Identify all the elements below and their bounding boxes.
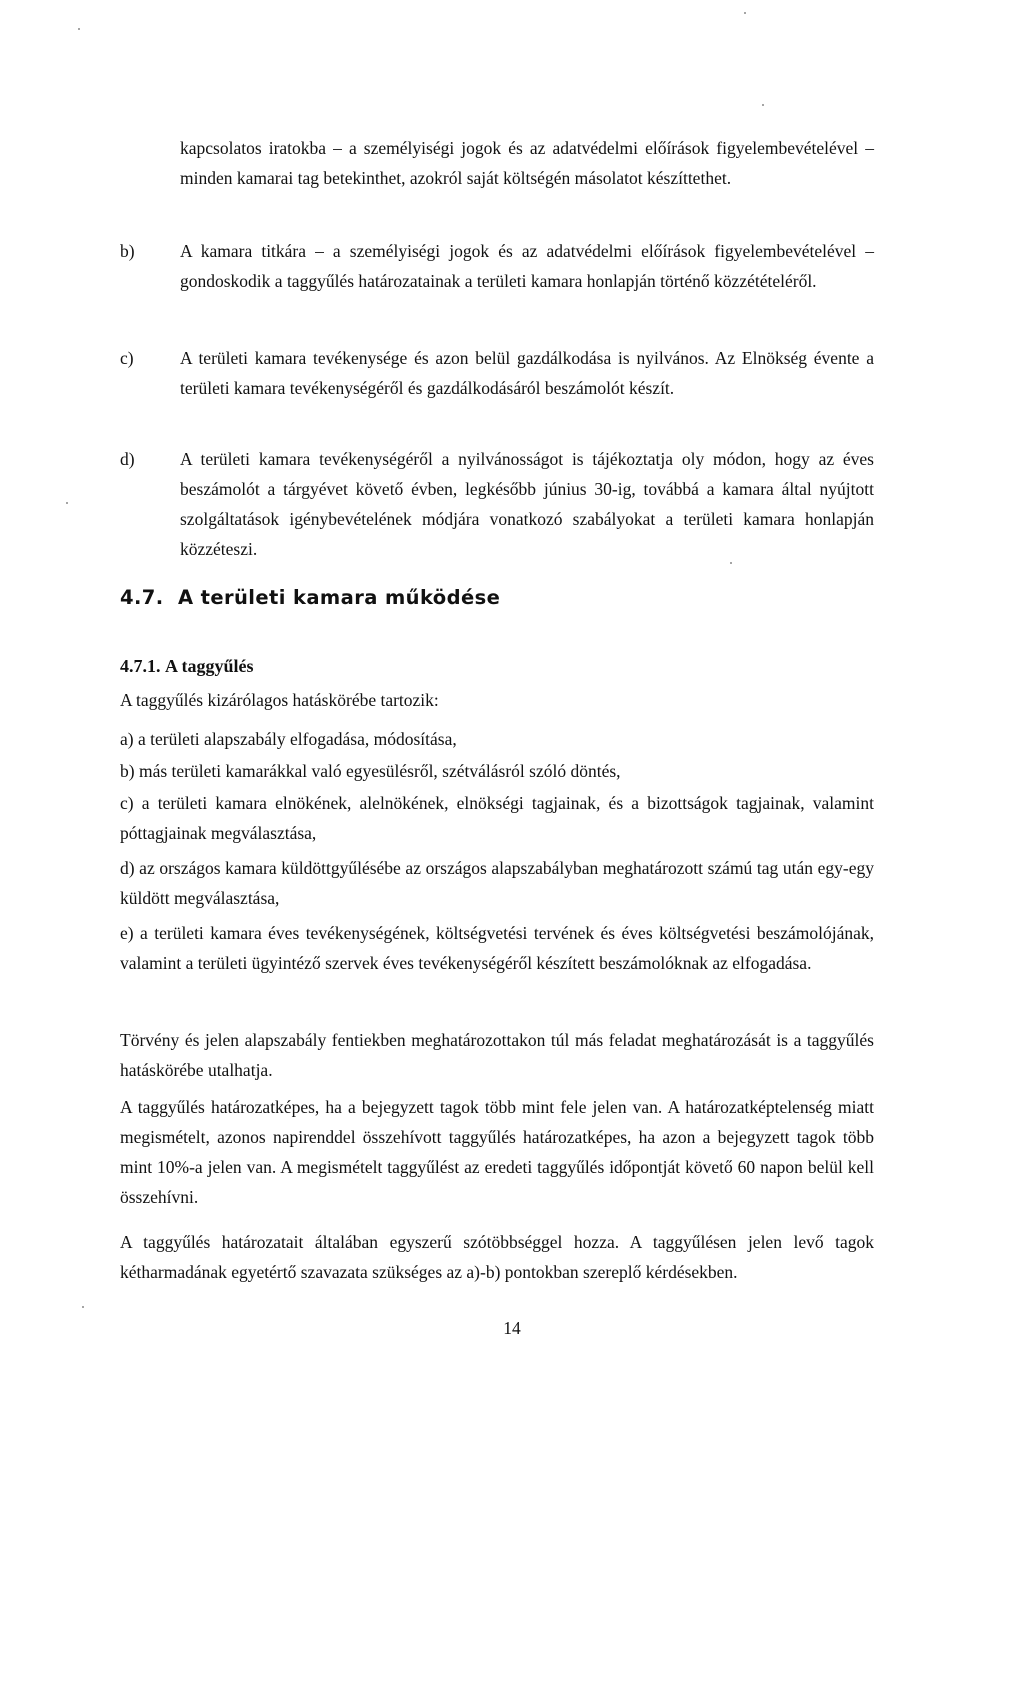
scan-speck	[82, 1306, 84, 1308]
scan-speck	[66, 502, 68, 504]
list-item-b	[120, 236, 874, 296]
paragraph: A taggyűlés határozatképes, ha a bejegyzett tagok több mint fele jelen van. A határozatképtelenség miatt megismételt, azonos napirenddel összehívott taggyűlés határozatképes, ha azon a bejegyzett tagok több mint 10%-a jelen van. A megismételt taggyűlést az eredeti taggyűlés időpontját követő 60 napon belül kell összehívni.	[120, 1097, 874, 1207]
section-title: A területi kamara működése	[177, 586, 501, 609]
paragraph: A taggyűlés kizárólagos hatáskörébe tartozik:	[120, 690, 439, 710]
scan-speck	[762, 104, 764, 106]
list-item-text: A kamara titkára – a személyiségi jogok és az adatvédelmi előírások figyelembevételével – gondoskodik a taggyűlés határozatainak a területi kamara honlapján történő közzétételéről.	[180, 241, 874, 291]
paragraph: Törvény és jelen alapszabály fentiekben meghatározottakon túl más feladat meghatározását is a taggyűlés hatáskörébe utalhatja.	[120, 1030, 874, 1080]
list-item-text: A területi kamara tevékenysége és azon belül gazdálkodása is nyilvános. Az Elnökség évente a területi kamara tevékenységéről és gazdálkodásáról beszámolót készít.	[180, 348, 874, 398]
section-number: 4.7.	[120, 586, 164, 609]
page-number: 14	[503, 1318, 521, 1338]
paragraph: A taggyűlés határozatait általában egyszerű szótöbbséggel hozza. A taggyűlésen jelen levő tagok kétharmadának egyetértő szavazata szükséges az a)-b) pontokban szereplő kérdésekben.	[120, 1232, 874, 1282]
scan-speck	[744, 12, 746, 14]
list-item-text: A területi kamara tevékenységéről a nyilvánosságot is tájékoztatja oly módon, hogy az éves beszámolót a tárgyévet követő évben, legkésőbb június 30-ig, továbbá a kamara által nyújtott szolgáltatások igénybevételének módjára vonatkozó szabályokat a területi kamara honlapján közzéteszi.	[180, 449, 874, 559]
paragraph: a) a területi alapszabály elfogadása, módosítása,	[120, 729, 457, 749]
paragraph: b) más területi kamarákkal való egyesülésről, szétválásról szóló döntés,	[120, 761, 621, 781]
list-item-d	[120, 444, 874, 564]
section-heading	[120, 586, 500, 609]
continuation-paragraph: kapcsolatos iratokba – a személyiségi jogok és az adatvédelmi előírások figyelembevételével – minden kamarai tag betekinthet, azokról saját költségén másolatot készíttethet.	[180, 138, 874, 188]
scan-speck	[78, 28, 80, 30]
subsection-title: A taggyűlés	[165, 656, 254, 676]
paragraph: d) az országos kamara küldöttgyűlésébe az országos alapszabályban meghatározott számú tag után egy-egy küldött megválasztása,	[120, 858, 874, 908]
list-marker: b)	[120, 241, 135, 261]
list-marker: d)	[120, 449, 135, 469]
list-item-c	[120, 343, 874, 403]
subsection-heading	[120, 656, 254, 677]
paragraph: e) a területi kamara éves tevékenységének, költségvetési tervének és éves költségvetési beszámolójának, valamint a területi ügyintéző szervek éves tevékenységéről készített beszámolóknak az elfogadása.	[120, 923, 874, 973]
list-marker: c)	[120, 348, 134, 368]
paragraph: c) a területi kamara elnökének, alelnökének, elnökségi tagjainak, és a bizottságok tagjainak, valamint póttagjainak megválasztása,	[120, 793, 874, 843]
scan-speck	[730, 562, 732, 564]
subsection-number: 4.7.1.	[120, 656, 161, 676]
